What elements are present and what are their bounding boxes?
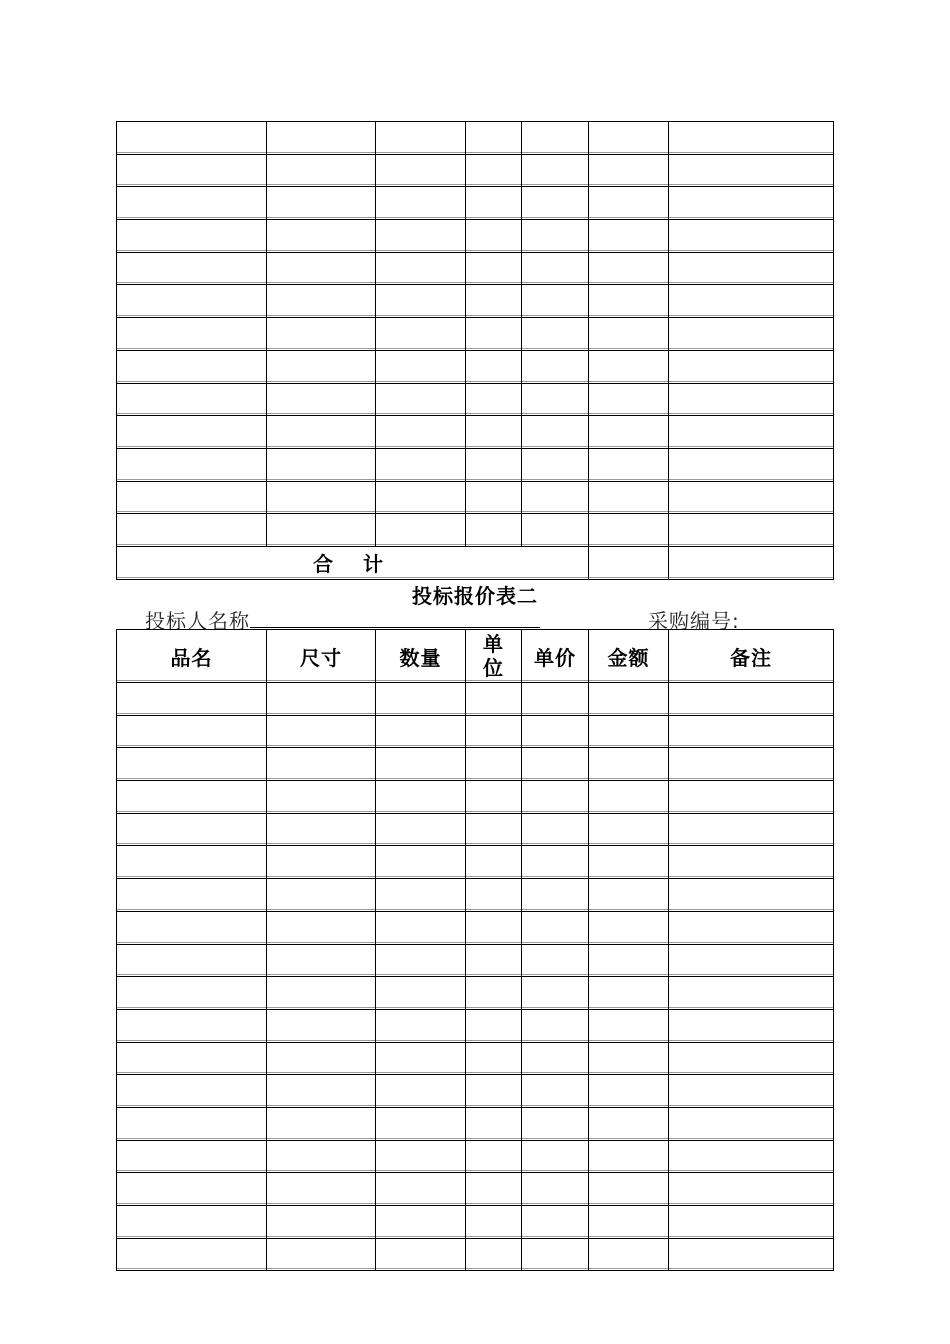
table-cell[interactable]	[669, 781, 834, 814]
table-cell[interactable]	[589, 122, 669, 155]
table-row	[117, 187, 834, 220]
table-cell[interactable]	[267, 1238, 376, 1271]
table-cell[interactable]	[669, 318, 834, 351]
table-cell[interactable]	[466, 220, 522, 253]
table-cell[interactable]	[669, 846, 834, 879]
table-row	[117, 416, 834, 449]
table-cell[interactable]	[522, 285, 589, 318]
table-row	[117, 252, 834, 285]
table-cell[interactable]	[466, 944, 522, 977]
table-cell[interactable]	[117, 350, 267, 383]
table-row	[117, 220, 834, 253]
table-cell[interactable]	[376, 154, 466, 187]
table-cell[interactable]	[117, 715, 267, 748]
table-cell[interactable]	[117, 416, 267, 449]
table-cell[interactable]	[117, 1042, 267, 1075]
table-cell[interactable]	[522, 813, 589, 846]
table-cell[interactable]	[589, 1107, 669, 1140]
table-cell[interactable]	[589, 944, 669, 977]
table-cell[interactable]	[669, 122, 834, 155]
table-cell[interactable]	[267, 220, 376, 253]
table-cell[interactable]	[117, 514, 267, 547]
table-cell[interactable]	[117, 1107, 267, 1140]
table-cell[interactable]	[522, 1140, 589, 1173]
table-row	[117, 514, 834, 547]
table-cell[interactable]	[669, 748, 834, 781]
table-cell[interactable]	[589, 977, 669, 1010]
table-row	[117, 846, 834, 879]
table-cell[interactable]	[117, 781, 267, 814]
table-cell[interactable]	[522, 911, 589, 944]
table-row	[117, 1075, 834, 1108]
table-cell[interactable]	[669, 481, 834, 514]
table-cell[interactable]	[376, 481, 466, 514]
table-cell[interactable]	[117, 448, 267, 481]
table-cell[interactable]	[522, 416, 589, 449]
table-cell[interactable]	[669, 715, 834, 748]
table-cell[interactable]	[589, 481, 669, 514]
table-cell[interactable]	[117, 318, 267, 351]
header-row	[117, 630, 834, 683]
table-row	[117, 748, 834, 781]
table-cell[interactable]	[522, 944, 589, 977]
table-cell[interactable]	[466, 781, 522, 814]
table-cell[interactable]	[117, 879, 267, 912]
table-cell[interactable]	[669, 350, 834, 383]
table-cell[interactable]	[522, 781, 589, 814]
table-cell[interactable]	[589, 514, 669, 547]
table-cell[interactable]	[466, 318, 522, 351]
table-cell[interactable]	[267, 122, 376, 155]
table-cell[interactable]	[117, 944, 267, 977]
table-cell[interactable]	[589, 1173, 669, 1206]
table-cell[interactable]	[376, 748, 466, 781]
table-cell[interactable]	[376, 1075, 466, 1108]
table-cell[interactable]	[589, 911, 669, 944]
table-cell[interactable]	[589, 879, 669, 912]
table-cell[interactable]	[522, 350, 589, 383]
total-amount-cell	[589, 546, 669, 579]
table-cell[interactable]	[117, 285, 267, 318]
table-row	[117, 944, 834, 977]
table-cell[interactable]	[376, 1107, 466, 1140]
table-cell[interactable]	[669, 154, 834, 187]
table-cell[interactable]	[589, 1009, 669, 1042]
table-cell[interactable]	[267, 846, 376, 879]
table-cell[interactable]	[589, 1075, 669, 1108]
table-cell[interactable]	[117, 154, 267, 187]
table-cell[interactable]	[466, 481, 522, 514]
table-cell[interactable]	[669, 1009, 834, 1042]
table-cell[interactable]	[589, 448, 669, 481]
table-cell[interactable]	[267, 350, 376, 383]
table-row	[117, 122, 834, 155]
table-row	[117, 1140, 834, 1173]
table-cell[interactable]	[117, 1075, 267, 1108]
table-cell[interactable]	[117, 1140, 267, 1173]
table-row	[117, 318, 834, 351]
table-cell[interactable]	[669, 383, 834, 416]
table-row	[117, 1173, 834, 1206]
table-cell[interactable]	[669, 1042, 834, 1075]
table-cell[interactable]	[466, 846, 522, 879]
table-cell[interactable]	[117, 481, 267, 514]
table-cell[interactable]	[669, 1140, 834, 1173]
table-cell[interactable]	[522, 1042, 589, 1075]
table-cell[interactable]	[589, 350, 669, 383]
header-unit-price: 单价	[522, 630, 589, 683]
table-cell[interactable]	[376, 416, 466, 449]
table-cell[interactable]	[117, 748, 267, 781]
table-row	[117, 383, 834, 416]
table-cell[interactable]	[522, 977, 589, 1010]
table-cell[interactable]	[466, 154, 522, 187]
table-cell[interactable]	[267, 252, 376, 285]
table-cell[interactable]	[522, 318, 589, 351]
table-cell[interactable]	[267, 944, 376, 977]
table-cell[interactable]	[376, 879, 466, 912]
table-cell[interactable]	[589, 1206, 669, 1239]
table-cell[interactable]	[466, 1173, 522, 1206]
table-cell[interactable]	[669, 187, 834, 220]
table-cell[interactable]	[522, 1238, 589, 1271]
table-cell[interactable]	[267, 416, 376, 449]
table-row	[117, 911, 834, 944]
table-cell[interactable]	[522, 1107, 589, 1140]
table-cell[interactable]	[669, 448, 834, 481]
table-row	[117, 813, 834, 846]
table-cell[interactable]	[466, 879, 522, 912]
table-row	[117, 154, 834, 187]
table-cell[interactable]	[466, 1107, 522, 1140]
table-row	[117, 1009, 834, 1042]
table-cell[interactable]	[267, 383, 376, 416]
table-cell[interactable]	[267, 879, 376, 912]
quote-table-two	[116, 629, 834, 1271]
form-title: 投标报价表二	[412, 584, 538, 608]
table-cell[interactable]	[267, 187, 376, 220]
table-cell[interactable]	[522, 481, 589, 514]
quote-table-two-body	[117, 683, 834, 1271]
table-cell[interactable]	[267, 911, 376, 944]
total-label: 合 计	[117, 546, 589, 579]
table-cell[interactable]	[589, 846, 669, 879]
table-cell[interactable]	[117, 977, 267, 1010]
table-cell[interactable]	[669, 879, 834, 912]
table-cell[interactable]	[267, 1042, 376, 1075]
table-cell[interactable]	[589, 1140, 669, 1173]
table-cell[interactable]	[376, 514, 466, 547]
table-cell[interactable]	[267, 1206, 376, 1239]
table-cell[interactable]	[376, 285, 466, 318]
table-cell[interactable]	[376, 1140, 466, 1173]
table-cell[interactable]	[376, 977, 466, 1010]
table-cell[interactable]	[466, 813, 522, 846]
table-cell[interactable]	[267, 514, 376, 547]
table-cell[interactable]	[669, 683, 834, 716]
header-unit: 单 位	[466, 630, 522, 683]
table-cell[interactable]	[376, 1042, 466, 1075]
table-cell[interactable]	[117, 813, 267, 846]
table-row	[117, 683, 834, 716]
table-cell[interactable]	[589, 1238, 669, 1271]
table-cell[interactable]	[267, 781, 376, 814]
table-cell[interactable]	[117, 383, 267, 416]
table-cell[interactable]	[669, 1075, 834, 1108]
table-cell[interactable]	[267, 1173, 376, 1206]
table-cell[interactable]	[466, 911, 522, 944]
quote-table-continued	[116, 121, 834, 580]
table-cell[interactable]	[522, 514, 589, 547]
total-row	[117, 546, 834, 579]
table-cell[interactable]	[466, 1042, 522, 1075]
table-cell[interactable]	[669, 977, 834, 1010]
table-cell[interactable]	[267, 1140, 376, 1173]
table-row	[117, 1107, 834, 1140]
table-cell[interactable]	[589, 1042, 669, 1075]
table-cell[interactable]	[669, 514, 834, 547]
table-cell[interactable]	[669, 1107, 834, 1140]
table-cell[interactable]	[267, 318, 376, 351]
table-cell[interactable]	[466, 448, 522, 481]
header-remarks: 备注	[669, 630, 834, 683]
table-cell[interactable]	[466, 285, 522, 318]
table-cell[interactable]	[376, 813, 466, 846]
table-cell[interactable]	[376, 1173, 466, 1206]
table-row	[117, 715, 834, 748]
table-row	[117, 879, 834, 912]
table-cell[interactable]	[117, 187, 267, 220]
table-cell[interactable]	[522, 448, 589, 481]
table-cell[interactable]	[669, 416, 834, 449]
table-cell[interactable]	[376, 846, 466, 879]
table-cell[interactable]	[376, 220, 466, 253]
table-cell[interactable]	[522, 1173, 589, 1206]
table-cell[interactable]	[669, 813, 834, 846]
table-cell[interactable]	[522, 879, 589, 912]
table-cell[interactable]	[376, 122, 466, 155]
table-cell[interactable]	[267, 285, 376, 318]
table-cell[interactable]	[117, 1206, 267, 1239]
table-cell[interactable]	[589, 781, 669, 814]
table-cell[interactable]	[466, 252, 522, 285]
table-cell[interactable]	[669, 220, 834, 253]
table-cell[interactable]	[267, 813, 376, 846]
table-cell[interactable]	[669, 1206, 834, 1239]
table-cell[interactable]	[466, 977, 522, 1010]
table-cell[interactable]	[466, 416, 522, 449]
table-cell[interactable]	[522, 683, 589, 716]
table-cell[interactable]	[376, 1009, 466, 1042]
table-cell[interactable]	[589, 318, 669, 351]
table-cell[interactable]	[466, 683, 522, 716]
table-cell[interactable]	[376, 448, 466, 481]
table-cell[interactable]	[466, 350, 522, 383]
table-row	[117, 285, 834, 318]
table-cell[interactable]	[376, 252, 466, 285]
header-product-name: 品名	[117, 630, 267, 683]
table-cell[interactable]	[376, 944, 466, 977]
table-cell[interactable]	[589, 416, 669, 449]
table-row	[117, 781, 834, 814]
header-amount: 金额	[589, 630, 669, 683]
table-cell[interactable]	[522, 715, 589, 748]
table-row	[117, 1206, 834, 1239]
table-row	[117, 977, 834, 1010]
table-cell[interactable]	[522, 154, 589, 187]
table-cell[interactable]	[522, 1206, 589, 1239]
table-cell[interactable]	[589, 383, 669, 416]
table-cell[interactable]	[589, 813, 669, 846]
table-cell[interactable]	[669, 252, 834, 285]
table-cell[interactable]	[267, 977, 376, 1010]
table-cell[interactable]	[522, 187, 589, 220]
table-cell[interactable]	[376, 1206, 466, 1239]
table-cell[interactable]	[669, 1238, 834, 1271]
table-cell[interactable]	[267, 1075, 376, 1108]
bidder-name-label: 投标人名称	[145, 609, 250, 633]
table-cell[interactable]	[589, 220, 669, 253]
table-cell[interactable]	[466, 1238, 522, 1271]
table-cell[interactable]	[466, 1206, 522, 1239]
purchase-number-label: 采购编号:	[648, 609, 740, 633]
table-row	[117, 350, 834, 383]
table-cell[interactable]	[376, 383, 466, 416]
table-cell[interactable]	[466, 1075, 522, 1108]
table-cell[interactable]	[522, 252, 589, 285]
table-cell[interactable]	[669, 285, 834, 318]
table-cell[interactable]	[267, 748, 376, 781]
table-cell[interactable]	[117, 1238, 267, 1271]
table-cell[interactable]	[466, 1140, 522, 1173]
table-cell[interactable]	[117, 220, 267, 253]
table-cell[interactable]	[466, 383, 522, 416]
table-cell[interactable]	[522, 1075, 589, 1108]
table-cell[interactable]	[117, 683, 267, 716]
table-row	[117, 1238, 834, 1271]
table-cell[interactable]	[267, 683, 376, 716]
table-cell[interactable]	[522, 122, 589, 155]
table-cell[interactable]	[522, 220, 589, 253]
table-cell[interactable]	[522, 383, 589, 416]
total-remark-cell	[669, 546, 834, 579]
bidder-name-blank	[250, 607, 540, 628]
table-cell[interactable]	[117, 1009, 267, 1042]
table-cell[interactable]	[589, 154, 669, 187]
header-size: 尺寸	[267, 630, 376, 683]
table-cell[interactable]	[466, 1009, 522, 1042]
table-cell[interactable]	[267, 1009, 376, 1042]
table-cell[interactable]	[466, 748, 522, 781]
table-cell[interactable]	[466, 122, 522, 155]
table-cell[interactable]	[589, 285, 669, 318]
table-cell[interactable]	[117, 846, 267, 879]
table-cell[interactable]	[376, 683, 466, 716]
table-cell[interactable]	[117, 911, 267, 944]
table-cell[interactable]	[376, 187, 466, 220]
table-cell[interactable]	[117, 1173, 267, 1206]
table-cell[interactable]	[466, 514, 522, 547]
table-cell[interactable]	[589, 748, 669, 781]
table-cell[interactable]	[466, 715, 522, 748]
table-cell[interactable]	[117, 122, 267, 155]
table-cell[interactable]	[117, 252, 267, 285]
table-cell[interactable]	[376, 1238, 466, 1271]
table-cell[interactable]	[589, 715, 669, 748]
table-cell[interactable]	[669, 944, 834, 977]
table-cell[interactable]	[589, 252, 669, 285]
table-cell[interactable]	[589, 683, 669, 716]
table-cell[interactable]	[522, 1009, 589, 1042]
table-cell[interactable]	[267, 154, 376, 187]
table-cell[interactable]	[267, 1107, 376, 1140]
table-cell[interactable]	[522, 748, 589, 781]
table-cell[interactable]	[376, 318, 466, 351]
quote-table-continued-body	[117, 122, 834, 547]
table-cell[interactable]	[669, 1173, 834, 1206]
table-cell[interactable]	[376, 350, 466, 383]
table-cell[interactable]	[669, 911, 834, 944]
table-row	[117, 448, 834, 481]
table-cell[interactable]	[522, 846, 589, 879]
table-cell[interactable]	[267, 715, 376, 748]
header-quantity: 数量	[376, 630, 466, 683]
table-cell[interactable]	[267, 481, 376, 514]
table-cell[interactable]	[589, 187, 669, 220]
table-cell[interactable]	[376, 715, 466, 748]
table-cell[interactable]	[466, 187, 522, 220]
table-cell[interactable]	[376, 781, 466, 814]
table-cell[interactable]	[376, 911, 466, 944]
table-row	[117, 1042, 834, 1075]
table-cell[interactable]	[267, 448, 376, 481]
table-row	[117, 481, 834, 514]
